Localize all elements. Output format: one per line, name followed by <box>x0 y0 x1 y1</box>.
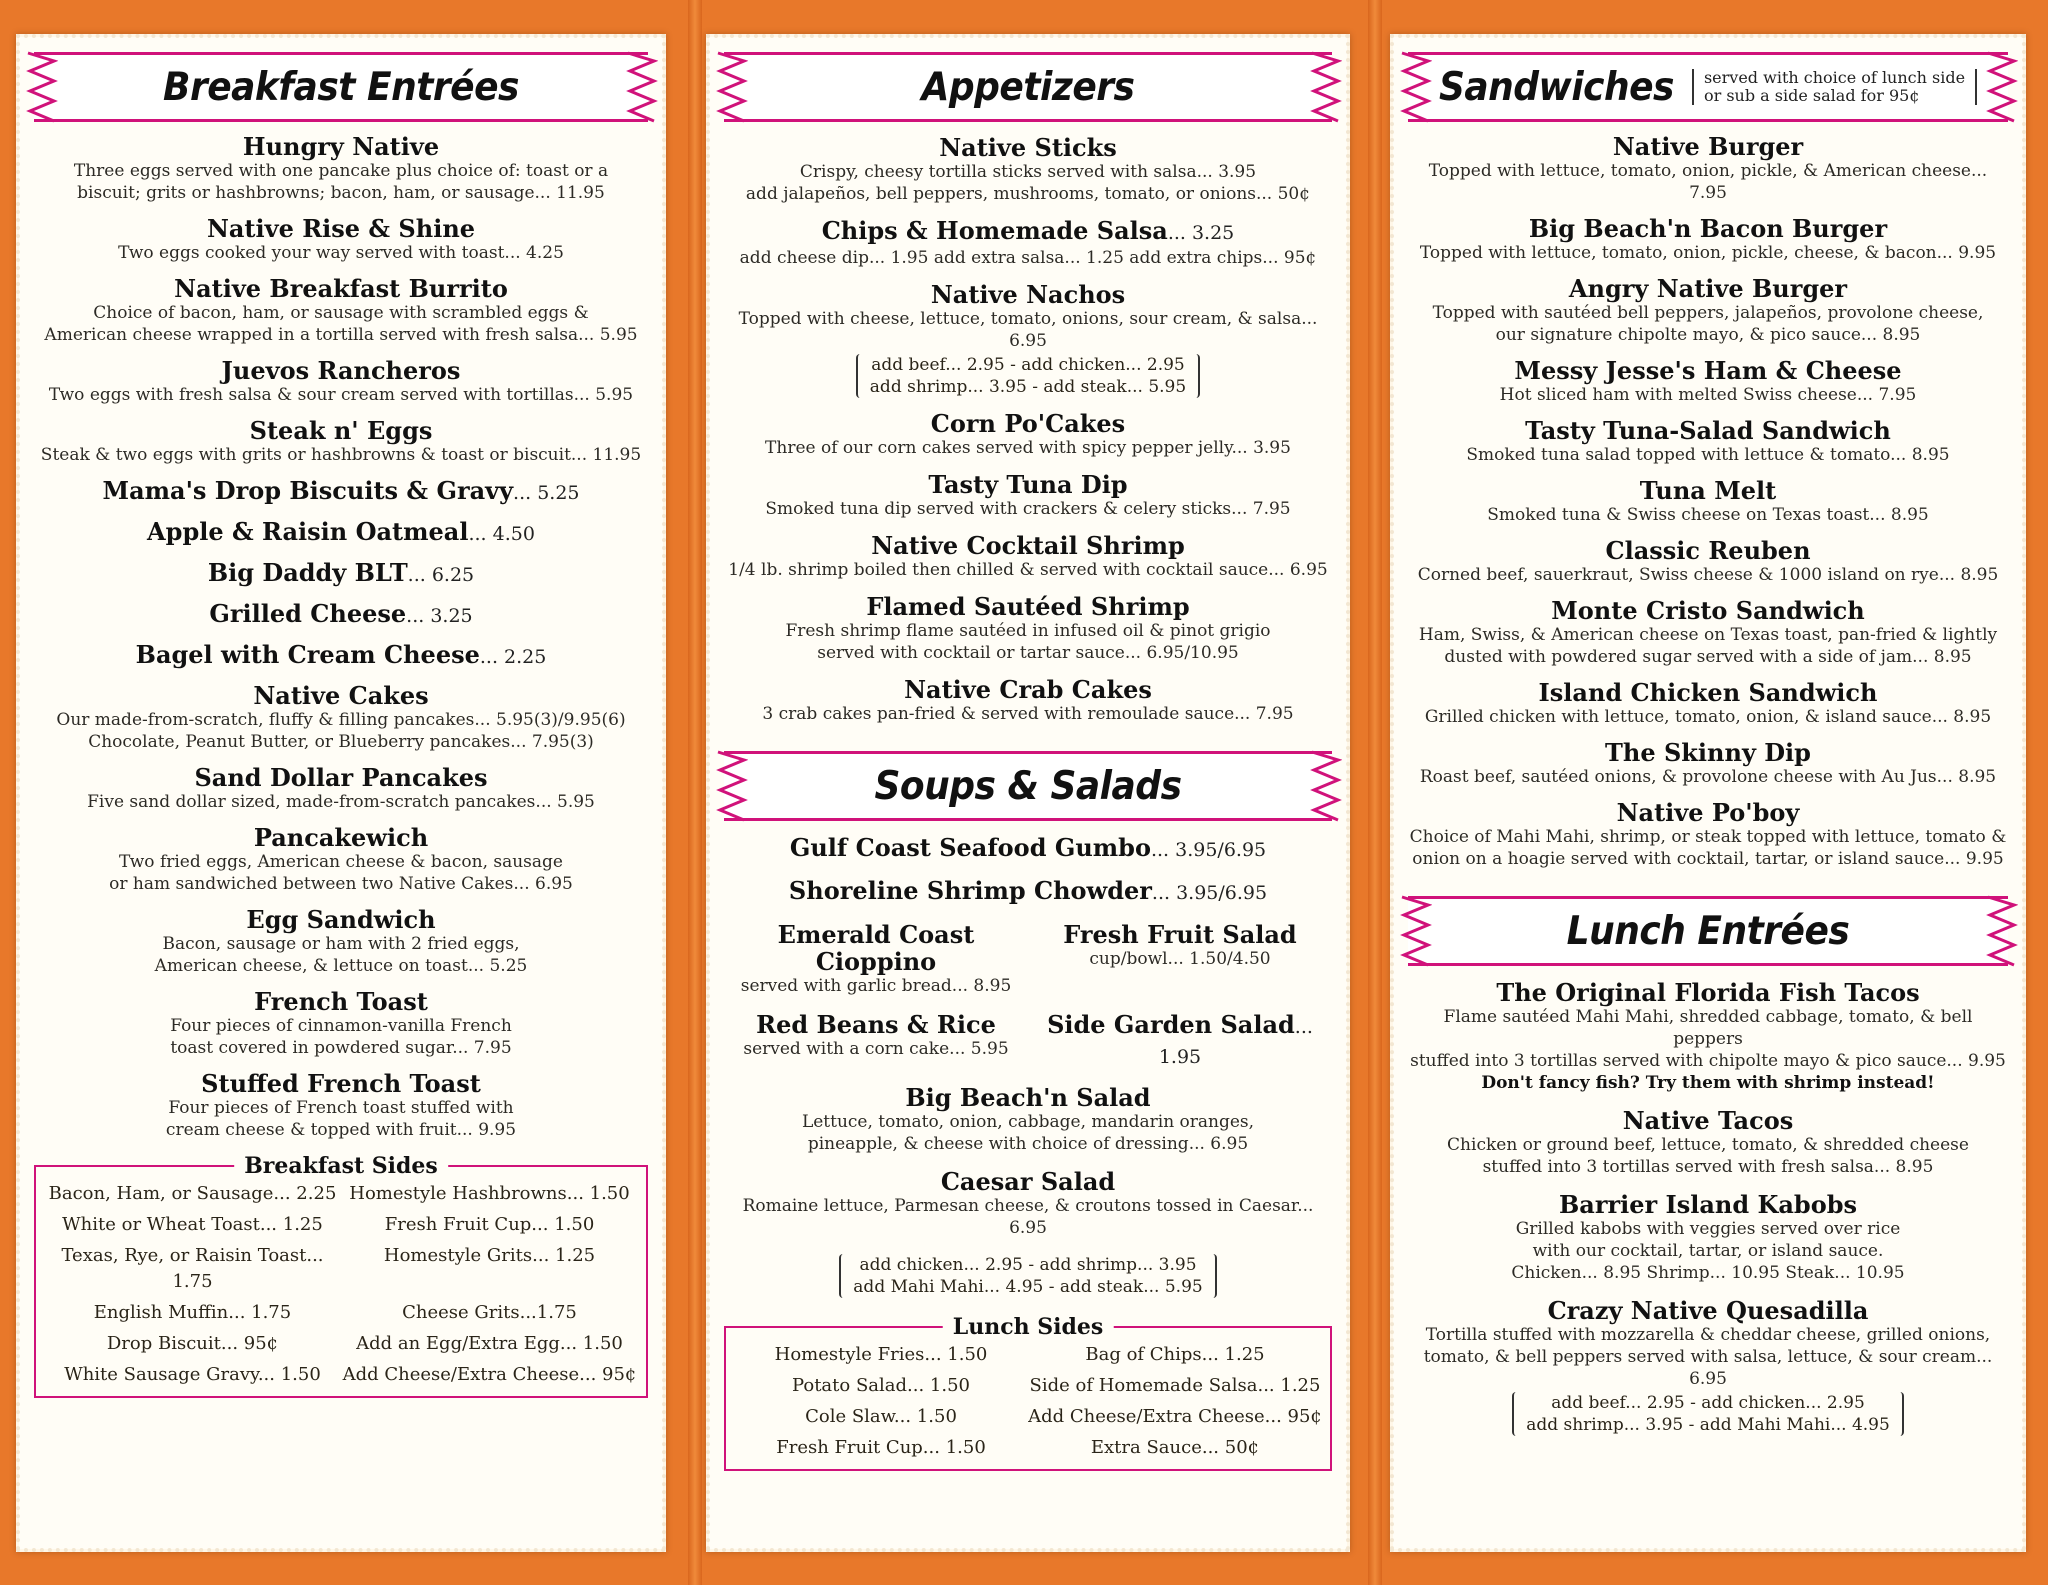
zigzag-ornament-icon <box>714 748 748 824</box>
sandwich-items <box>1408 133 2008 870</box>
section-note <box>1692 69 1977 105</box>
item-desc: Three eggs served with one pancake plus choice of: toast or a <box>73 161 609 181</box>
side-item: Side of Homemade Salsa... 1.25 <box>1029 1375 1321 1396</box>
breakfast-sides-list <box>44 1181 638 1388</box>
menu-item <box>1408 357 2008 406</box>
item-desc: served with a corn cake... 5.95 <box>743 1039 1009 1059</box>
item-desc: add jalapeños, bell peppers, mushrooms, tomato, or onions... 50¢ <box>745 184 1311 204</box>
item-desc: tomato, & bell peppers served with salsa, lettuce, & sour cream... 6.95 <box>1423 1347 1993 1389</box>
menu-item <box>1408 215 2008 264</box>
item-name: Native Nachos <box>930 280 1126 309</box>
menu-item <box>34 1070 648 1141</box>
addon-line: add beef... 2.95 - add chicken... 2.95 <box>871 355 1185 375</box>
menu-item <box>1408 133 2008 204</box>
item-desc: stuffed into 3 tortillas served with fresh salsa... 8.95 <box>1482 1157 1934 1177</box>
item-note: Don't fancy fish? Try them with shrimp instead! <box>1481 1073 1935 1093</box>
side-item: Drop Biscuit... 95¢ <box>106 1333 279 1354</box>
side-item: Add Cheese/Extra Cheese... 95¢ <box>342 1364 637 1385</box>
menu-item <box>724 877 1332 907</box>
item-desc: American cheese wrapped in a tortilla served with fresh salsa... 5.95 <box>44 325 638 345</box>
item-name: Big Beach'n Bacon Burger <box>1528 214 1888 243</box>
menu-item <box>1408 417 2008 466</box>
item-name: Tasty Tuna Dip <box>928 470 1128 499</box>
menu-item <box>724 532 1332 581</box>
item-price: ... 3.25 <box>406 605 473 627</box>
item-desc: Topped with cheese, lettuce, tomato, onions, sour cream, & salsa... 6.95 <box>738 309 1318 351</box>
addon-line: add shrimp... 3.95 - add steak... 5.95 <box>869 377 1187 397</box>
item-name: Shoreline Shrimp Chowder <box>788 876 1152 905</box>
item-name: Native Crab Cakes <box>904 675 1152 704</box>
addon-line: add chicken... 2.95 - add shrimp... 3.95 <box>859 1255 1197 1275</box>
item-desc: Two fried eggs, American cheese & bacon, sausage <box>119 852 563 872</box>
side-item: Add Cheese/Extra Cheese... 95¢ <box>1028 1406 1322 1427</box>
menu-item <box>1408 1191 2008 1284</box>
side-item: Homestyle Grits... 1.25 <box>383 1245 596 1266</box>
item-price: ... 3.95/6.95 <box>1150 839 1267 861</box>
addon-line: add shrimp... 3.95 - add Mahi Mahi... 4.95 <box>1526 1415 1890 1435</box>
menu-item <box>34 764 648 813</box>
menu-item <box>724 834 1332 864</box>
item-desc: Chicken or ground beef, lettuce, tomato, & shredded cheese <box>1447 1135 1969 1155</box>
item-price: ... 6.25 <box>407 564 475 586</box>
menu-item <box>724 1084 1332 1155</box>
menu-item <box>34 906 648 977</box>
item-desc: Steak & two eggs with grits or hashbrowns & toast or biscuit... 11.95 <box>40 445 642 465</box>
item-name: Egg Sandwich <box>246 905 436 934</box>
menu-item <box>724 134 1332 205</box>
menu-item <box>1408 679 2008 728</box>
menu-item <box>1408 275 2008 346</box>
zigzag-ornament-icon <box>1398 49 1432 125</box>
item-desc: pineapple, & cheese with choice of dressing... 6.95 <box>807 1134 1249 1154</box>
menu-item <box>1408 537 2008 586</box>
zigzag-ornament-icon <box>24 49 58 125</box>
item-name: Side Garden Salad <box>1047 1010 1295 1039</box>
item-name: Barrier Island Kabobs <box>1559 1190 1857 1219</box>
item-name: Emerald Coast Cioppino <box>777 920 975 976</box>
menu-item <box>1408 477 2008 526</box>
item-desc: Chicken... 8.95 Shrimp... 10.95 Steak... 10.95 <box>1511 1263 1905 1283</box>
menu-item <box>724 410 1332 459</box>
side-item: Potato Salad... 1.50 <box>791 1375 970 1396</box>
menu-item <box>1408 597 2008 668</box>
side-item: Homestyle Hashbrowns... 1.50 <box>349 1183 630 1204</box>
item-desc: or ham sandwiched between two Native Cakes... 6.95 <box>109 874 573 894</box>
item-desc: Topped with lettuce, tomato, onion, pickle, & American cheese... 7.95 <box>1428 161 1988 203</box>
item-desc: Tortilla stuffed with mozzarella & cheddar cheese, grilled onions, <box>1425 1325 1991 1345</box>
item-name: The Skinny Dip <box>1605 738 1811 767</box>
side-item: Cheese Grits...1.75 <box>402 1302 577 1323</box>
item-desc: cream cheese & topped with fruit... 9.95 <box>165 1120 517 1140</box>
item-name: Caesar Salad <box>940 1167 1116 1196</box>
lunch-banner <box>1408 896 2008 966</box>
item-price: ... 3.25 <box>1167 222 1235 244</box>
breakfast-banner <box>34 52 648 122</box>
section-title: Breakfast Entrées <box>163 64 519 110</box>
addon-bracket <box>1512 1392 1904 1436</box>
menu-item <box>34 518 648 548</box>
side-item: White or Wheat Toast... 1.25 <box>62 1214 323 1235</box>
section-title: Lunch Entrées <box>1566 908 1850 954</box>
side-item: Bag of Chips... 1.25 <box>1085 1344 1265 1365</box>
item-desc: Smoked tuna salad topped with lettuce & tomato... 8.95 <box>1466 445 1950 465</box>
sides-title: Breakfast Sides <box>234 1153 448 1179</box>
item-desc: Romaine lettuce, Parmesan cheese, & croutons tossed in Caesar... 6.95 <box>742 1196 1314 1238</box>
item-name: Flamed Sautéed Shrimp <box>866 592 1190 621</box>
soup-row <box>724 921 1332 997</box>
item-desc: Chocolate, Peanut Butter, or Blueberry pancakes... 7.95(3) <box>88 732 594 752</box>
item-desc: Two eggs with fresh salsa & sour cream served with tortillas... 5.95 <box>48 385 634 405</box>
item-name: Native Sticks <box>939 133 1117 162</box>
sandwiches-banner <box>1408 52 2008 122</box>
menu-item <box>1408 739 2008 788</box>
menu-item <box>724 471 1332 520</box>
menu-item <box>34 357 648 406</box>
item-name: Crazy Native Quesadilla <box>1547 1296 1869 1325</box>
note-line: or sub a side salad for 95¢ <box>1703 86 1920 105</box>
item-name: Mama's Drop Biscuits & Gravy <box>102 476 514 505</box>
section-title: Appetizers <box>921 64 1135 110</box>
item-desc: Corned beef, sauerkraut, Swiss cheese & 1000 island on rye... 8.95 <box>1417 565 1999 585</box>
menu-item <box>34 641 648 671</box>
item-name: The Original Florida Fish Tacos <box>1496 978 1920 1007</box>
item-name: Juevos Rancheros <box>221 356 461 385</box>
item-name: Native Po'boy <box>1616 798 1800 827</box>
side-item: Add an Egg/Extra Egg... 1.50 <box>356 1333 623 1354</box>
side-item: Extra Sauce... 50¢ <box>1090 1437 1260 1458</box>
side-item: Fresh Fruit Cup... 1.50 <box>384 1214 595 1235</box>
item-name: Apple & Raisin Oatmeal <box>147 517 469 546</box>
sandwiches-panel <box>1390 34 2026 1552</box>
soup-row <box>724 1011 1332 1071</box>
zigzag-ornament-icon <box>1398 893 1432 969</box>
item-desc: Grilled chicken with lettuce, tomato, onion, & island sauce... 8.95 <box>1424 707 1992 727</box>
soup-items <box>724 834 1332 1298</box>
item-name: Native Rise & Shine <box>206 214 476 243</box>
item-name: Pancakewich <box>253 823 429 852</box>
side-item: Cole Slaw... 1.50 <box>805 1406 957 1427</box>
item-desc: Flame sautéed Mahi Mahi, shredded cabbage, tomato, & bell peppers <box>1443 1007 1973 1049</box>
menu-item <box>34 600 648 630</box>
menu-item <box>724 593 1332 664</box>
menu-item <box>724 1168 1332 1239</box>
item-desc: Lettuce, tomato, onion, cabbage, mandarin oranges, <box>801 1112 1255 1132</box>
item-price: ... 3.95/6.95 <box>1151 882 1268 904</box>
zigzag-ornament-icon <box>1984 893 2018 969</box>
appetizer-items <box>724 134 1332 725</box>
soups-banner <box>724 751 1332 821</box>
item-name: Fresh Fruit Salad <box>1063 920 1297 949</box>
item-desc: American cheese, & lettuce on toast... 5.25 <box>154 956 528 976</box>
breakfast-sides-box <box>34 1153 648 1398</box>
item-desc: with our cocktail, tartar, or island sauce. <box>1532 1241 1884 1261</box>
item-desc: served with cocktail or tartar sauce... 6.95/10.95 <box>817 643 1239 663</box>
addon-line: add beef... 2.95 - add chicken... 2.95 <box>1551 1393 1865 1413</box>
item-name: Bagel with Cream Cheese <box>135 640 480 669</box>
item-desc: 3 crab cakes pan-fried & served with remoulade sauce... 7.95 <box>762 704 1294 724</box>
item-name: French Toast <box>254 987 428 1016</box>
item-desc: cup/bowl... 1.50/4.50 <box>1089 949 1271 969</box>
item-name: Native Burger <box>1612 132 1804 161</box>
appetizers-panel <box>706 34 1350 1552</box>
item-name: Classic Reuben <box>1605 536 1811 565</box>
menu-item <box>34 215 648 264</box>
side-item: White Sausage Gravy... 1.50 <box>64 1364 321 1385</box>
item-desc: Five sand dollar sized, made-from-scratch pancakes... 5.95 <box>87 792 595 812</box>
item-desc: Roast beef, sautéed onions, & provolone cheese with Au Jus... 8.95 <box>1419 767 1997 787</box>
item-name: Red Beans & Rice <box>756 1010 996 1039</box>
fold-line <box>688 0 702 1585</box>
item-desc: add cheese dip... 1.95 add extra salsa... 1.25 add extra chips... 95¢ <box>739 248 1317 268</box>
item-desc: Two eggs cooked your way served with toast... 4.25 <box>118 243 564 263</box>
menu-item <box>34 559 648 589</box>
item-desc: stuffed into 3 tortillas served with chipolte mayo & pico sauce... 9.95 <box>1410 1051 2006 1071</box>
menu-item <box>1408 1107 2008 1178</box>
menu-item <box>34 988 648 1059</box>
menu-item <box>724 921 1028 997</box>
appetizers-banner <box>724 52 1332 122</box>
item-desc: dusted with powdered sugar served with a side of jam... 8.95 <box>1444 647 1972 667</box>
menu-item <box>34 824 648 895</box>
sides-title: Lunch Sides <box>943 1314 1114 1340</box>
lunch-items <box>1408 979 2008 1436</box>
menu-item <box>1408 1297 2008 1436</box>
item-name: Messy Jesse's Ham & Cheese <box>1514 356 1902 385</box>
side-item: Homestyle Fries... 1.50 <box>774 1344 988 1365</box>
item-name: Native Cakes <box>253 681 429 710</box>
zigzag-ornament-icon <box>624 49 658 125</box>
menu-item <box>724 1011 1028 1071</box>
item-desc: Topped with lettuce, tomato, onion, pickle, cheese, & bacon... 9.95 <box>1419 243 1997 263</box>
breakfast-panel <box>16 34 666 1552</box>
item-price: ... 1.95 <box>1158 1016 1313 1068</box>
item-name: Big Daddy BLT <box>207 558 408 587</box>
item-desc: Choice of bacon, ham, or sausage with scrambled eggs & <box>93 303 589 323</box>
lunch-sides-box <box>724 1314 1332 1471</box>
item-desc: Smoked tuna dip served with crackers & celery sticks... 7.95 <box>765 499 1291 519</box>
menu-item <box>1028 1011 1332 1071</box>
menu-item <box>1408 979 2008 1094</box>
item-name: Angry Native Burger <box>1568 274 1848 303</box>
item-name: Gulf Coast Seafood Gumbo <box>789 833 1151 862</box>
item-name: Island Chicken Sandwich <box>1538 678 1878 707</box>
side-item: English Muffin... 1.75 <box>93 1302 292 1323</box>
zigzag-ornament-icon <box>1308 748 1342 824</box>
menu-item <box>34 275 648 346</box>
item-desc: Hot sliced ham with melted Swiss cheese... 7.95 <box>1499 385 1917 405</box>
item-price: ... 2.25 <box>479 646 547 668</box>
item-name: Chips & Homemade Salsa <box>821 216 1168 245</box>
addon-bracket <box>856 354 1200 398</box>
item-desc: Our made-from-scratch, fluffy & filling pancakes... 5.95(3)/9.95(6) <box>56 710 626 730</box>
item-desc: onion on a hoagie served with cocktail, tartar, or island sauce... 9.95 <box>1412 849 2004 869</box>
section-title: Sandwiches <box>1438 64 1674 110</box>
item-name: Native Tacos <box>1622 1106 1794 1135</box>
zigzag-ornament-icon <box>1984 49 2018 125</box>
item-name: Corn Po'Cakes <box>930 409 1126 438</box>
lunch-sides-list <box>734 1342 1322 1461</box>
side-item: Texas, Rye, or Raisin Toast... 1.75 <box>61 1245 324 1292</box>
item-name: Tasty Tuna-Salad Sandwich <box>1525 416 1891 445</box>
item-price: ... 5.25 <box>513 482 580 504</box>
side-item: Bacon, Ham, or Sausage... 2.25 <box>48 1183 337 1204</box>
menu-item <box>724 281 1332 398</box>
item-desc: Four pieces of cinnamon-vanilla French <box>170 1016 512 1036</box>
item-desc: Four pieces of French toast stuffed with <box>168 1098 514 1118</box>
item-desc: toast covered in powdered sugar... 7.95 <box>170 1038 512 1058</box>
item-desc: our signature chipolte mayo, & pico sauce... 8.95 <box>1495 325 1921 345</box>
item-desc: Topped with sautéed bell peppers, jalapeños, provolone cheese, <box>1432 303 1984 323</box>
item-name: Sand Dollar Pancakes <box>194 763 488 792</box>
menu-item <box>34 477 648 507</box>
zigzag-ornament-icon <box>1308 49 1342 125</box>
item-name: Big Beach'n Salad <box>905 1083 1151 1112</box>
item-desc: biscuit; grits or hashbrowns; bacon, ham, or sausage... 11.95 <box>77 183 605 203</box>
item-desc: 1/4 lb. shrimp boiled then chilled & served with cocktail sauce... 6.95 <box>728 560 1328 580</box>
item-name: Tuna Melt <box>1639 476 1777 505</box>
addon-bracket <box>724 1252 1332 1298</box>
item-desc: Fresh shrimp flame sautéed in infused oil & pinot grigio <box>785 621 1271 641</box>
addon-line: add Mahi Mahi... 4.95 - add steak... 5.95 <box>853 1277 1203 1297</box>
item-name: Stuffed French Toast <box>201 1069 481 1098</box>
zigzag-ornament-icon <box>714 49 748 125</box>
note-line: served with choice of lunch side <box>1703 68 1966 87</box>
item-price: ... 4.50 <box>468 523 535 545</box>
item-name: Grilled Cheese <box>209 599 407 628</box>
menu-item <box>1028 921 1332 997</box>
item-desc: Crispy, cheesy tortilla sticks served with salsa... 3.95 <box>799 162 1257 182</box>
menu-item <box>34 417 648 466</box>
item-name: Native Cocktail Shrimp <box>871 531 1185 560</box>
item-name: Native Breakfast Burrito <box>174 274 508 303</box>
item-desc: Bacon, sausage or ham with 2 fried eggs, <box>162 934 520 954</box>
menu-item <box>1408 799 2008 870</box>
item-desc: Three of our corn cakes served with spicy pepper jelly... 3.95 <box>765 438 1291 458</box>
menu-item <box>34 133 648 204</box>
side-item: Fresh Fruit Cup... 1.50 <box>776 1437 986 1458</box>
item-desc: Ham, Swiss, & American cheese on Texas toast, pan-fried & lightly <box>1418 625 1998 645</box>
fold-line <box>1368 0 1382 1585</box>
menu-item <box>724 676 1332 725</box>
item-name: Monte Cristo Sandwich <box>1551 596 1865 625</box>
item-name: Steak n' Eggs <box>249 416 433 445</box>
menu-item <box>724 217 1332 269</box>
item-desc: Grilled kabobs with veggies served over rice <box>1515 1219 1901 1239</box>
item-name: Hungry Native <box>242 132 440 161</box>
section-title: Soups & Salads <box>874 763 1182 809</box>
item-desc: served with garlic bread... 8.95 <box>740 976 1012 996</box>
item-desc: Choice of Mahi Mahi, shrimp, or steak topped with lettuce, tomato & <box>1409 827 2007 847</box>
breakfast-items <box>34 133 648 1141</box>
menu-item <box>34 682 648 753</box>
item-desc: Smoked tuna & Swiss cheese on Texas toast... 8.95 <box>1487 505 1929 525</box>
